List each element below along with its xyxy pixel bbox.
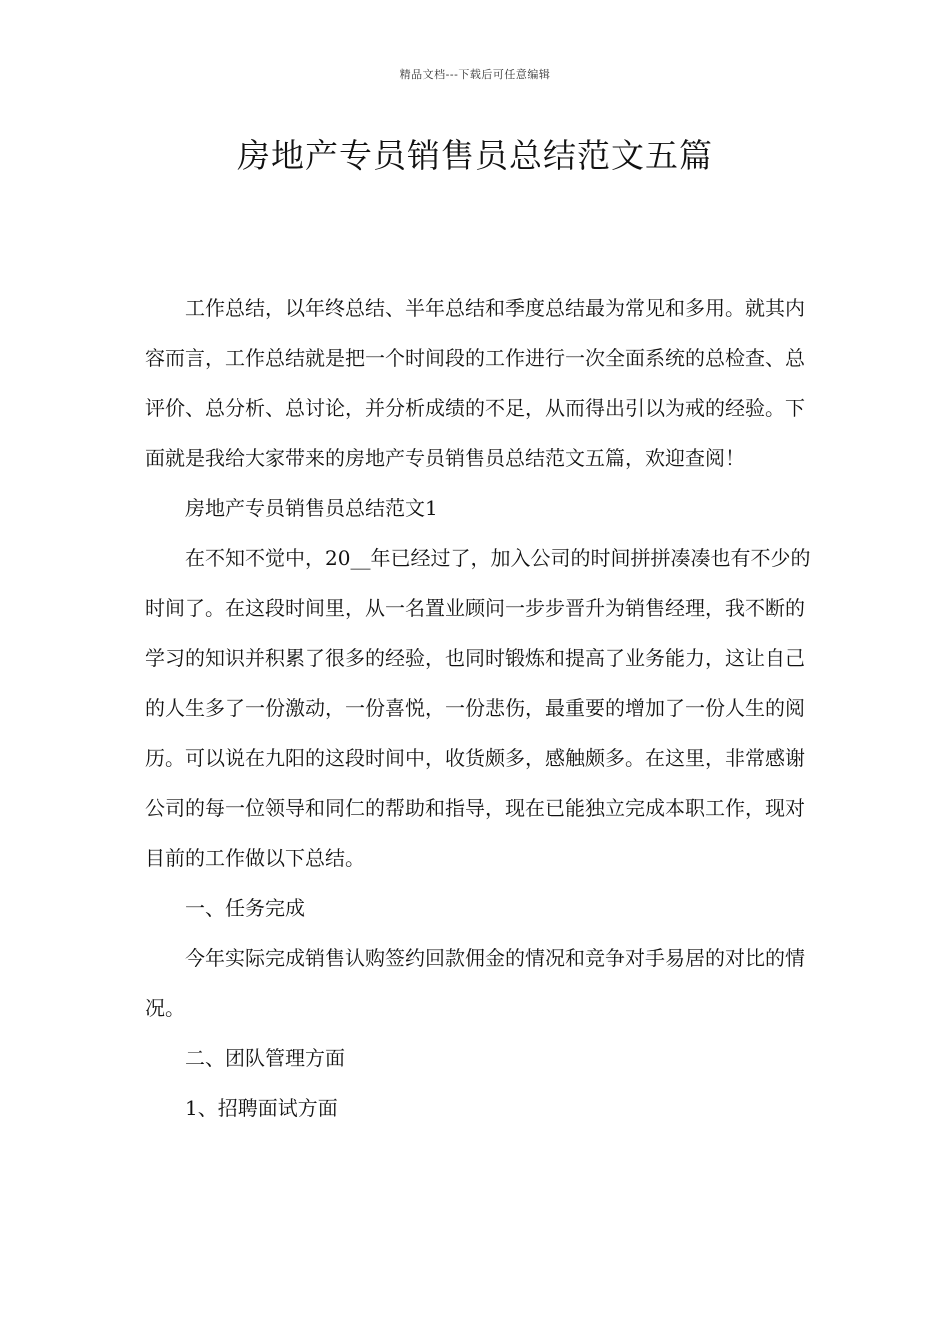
- sample-1-paragraph: 在不知不觉中，20__年已经过了，加入公司的时间拼拼凑凑也有不少的时间了。在这段时间里，从一名置业顾问一步步晋升为销售经理，我不断的学习的知识并积累了很多的经验，也同时锻炼和提高了业务能力，这让自己的人生多了一份激动，一份喜悦，一份悲伤，最重要的增加了一份人生的阅历。可以说在九阳的这段时间中，收货颇多，感触颇多。在这里，非常感谢公司的每一位领导和同仁的帮助和指导，现在已能独立完成本职工作，现对目前的工作做以下总结。: [145, 546, 811, 870]
- section-heading-sample-1: 房地产专员销售员总结范文1: [185, 496, 438, 520]
- intro-paragraph: 工作总结，以年终总结、半年总结和季度总结最为常见和多用。就其内容而言，工作总结就是把一个时间段的工作进行一次全面系统的总检查、总评价、总分析、总讨论，并分析成绩的不足，从而得出引以为戒的经验。下面就是我给大家带来的房地产专员销售员总结范文五篇，欢迎查阅！: [145, 296, 805, 470]
- task-completion-paragraph: 今年实际完成销售认购签约回款佣金的情况和竞争对手易居的对比的情况。: [145, 946, 805, 1020]
- page-header: 精品文档---下载后可任意编辑: [399, 68, 551, 81]
- section-heading-task-completion: 一、任务完成: [185, 896, 305, 920]
- document-body: [145, 283, 813, 1133]
- document-title: 房地产专员销售员总结范文五篇: [237, 136, 713, 175]
- subsection-heading-recruitment: 1、招聘面试方面: [185, 1096, 338, 1120]
- section-heading-team-management: 二、团队管理方面: [185, 1046, 345, 1070]
